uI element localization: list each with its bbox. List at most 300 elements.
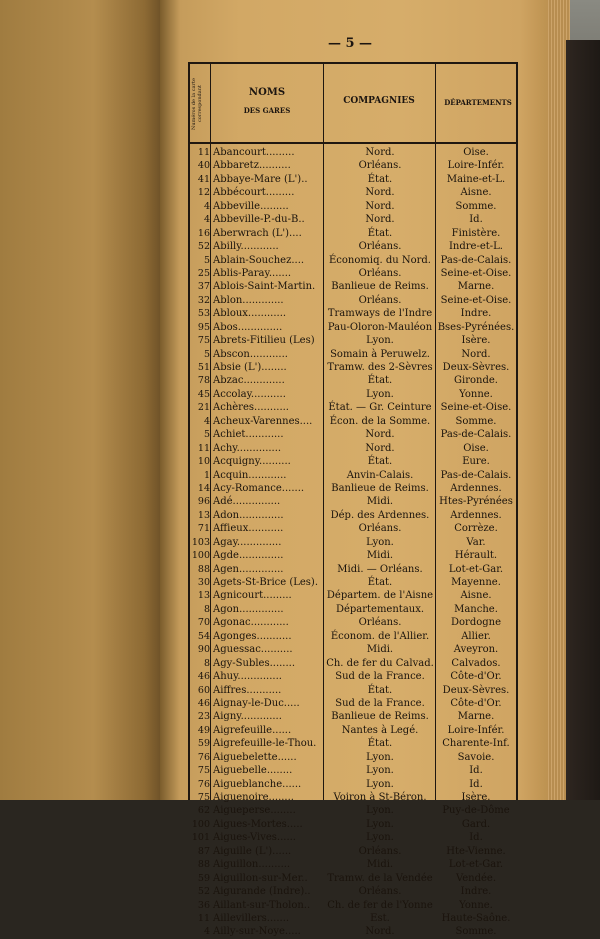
company-name: Écon. de la Somme. <box>329 415 431 427</box>
table-row <box>190 589 516 602</box>
company-name: Banlieue de Reims. <box>331 281 429 293</box>
department-name: Lot-et-Gar. <box>448 859 504 871</box>
station-name: Aigueblanche...... <box>213 778 302 790</box>
company-name: Nord. <box>365 200 395 212</box>
company-name: Lyon. <box>366 832 394 844</box>
map-number: 30 <box>197 577 210 588</box>
map-number: 11 <box>197 912 210 924</box>
company-name: Tramways de l'Indre <box>327 308 433 320</box>
station-name: Aiguebelette...... <box>213 751 297 763</box>
table-row <box>190 563 516 576</box>
department-name: Côte-d'Or. <box>450 697 502 709</box>
department-name: Ardennes. <box>450 482 502 494</box>
station-name: Abscon............ <box>213 348 288 360</box>
department-name: Aveyron. <box>453 644 499 656</box>
department-name: Htes-Pyrénées <box>439 496 513 508</box>
map-number: 5 <box>203 254 210 266</box>
map-number: 11 <box>197 147 210 158</box>
map-number: 76 <box>197 778 210 790</box>
station-name: Achiet............ <box>213 429 284 441</box>
department-name: Oise. <box>463 442 489 454</box>
station-name: Absie (L')........ <box>213 362 287 373</box>
map-number: 40 <box>197 160 210 172</box>
station-name: Abbeville......... <box>213 200 289 212</box>
station-name: Agon.............. <box>213 603 284 615</box>
department-name: Gard. <box>461 818 491 830</box>
company-name: Midi. <box>366 496 394 508</box>
table-row <box>190 240 516 253</box>
company-name: Nantes à Legé. <box>341 724 419 736</box>
company-name: Économiq. du Nord. <box>329 254 431 266</box>
station-name: Abbaye-Mare (L').. <box>213 173 308 185</box>
station-name: Abzac............. <box>213 375 285 387</box>
company-name: Nord. <box>365 429 395 441</box>
department-name: Maine-et-L. <box>446 173 506 185</box>
map-number: 8 <box>203 657 210 669</box>
department-name: Aisne. <box>460 590 492 602</box>
table-row <box>190 912 516 925</box>
company-name: Midi. <box>366 859 394 871</box>
map-number: 49 <box>197 724 210 736</box>
table-row <box>190 536 516 549</box>
map-number: 23 <box>197 711 210 723</box>
station-name: Aigues-Vives...... <box>213 832 296 844</box>
header-noms-label: NOMS <box>248 87 286 98</box>
table-row <box>190 321 516 334</box>
department-name: Vendée. <box>455 872 497 884</box>
company-name: État. <box>367 227 393 239</box>
department-name: Var. <box>466 536 486 548</box>
map-number: 70 <box>197 617 210 629</box>
station-name: Agonges........... <box>213 630 292 642</box>
map-number: 96 <box>197 496 210 508</box>
map-number: 13 <box>197 509 210 521</box>
table-row <box>190 227 516 240</box>
department-name: Oise. <box>463 147 489 158</box>
station-name: Achy.............. <box>213 442 282 454</box>
company-name: Somain à Peruwelz. <box>330 348 430 360</box>
table-row <box>190 697 516 710</box>
table-row <box>190 872 516 885</box>
company-name: État. <box>367 173 393 185</box>
station-name: Aillant-sur-Tholon.. <box>213 899 311 911</box>
department-name: Haute-Saône. <box>441 912 511 924</box>
station-name: Agonac............ <box>213 617 289 629</box>
map-number: 54 <box>197 630 210 642</box>
station-name: Ablois-Saint-Martin. <box>213 281 316 293</box>
table-row <box>190 885 516 898</box>
table-row <box>190 737 516 750</box>
department-name: Marne. <box>457 711 495 723</box>
station-name: Affieux........... <box>213 523 284 535</box>
company-name: Nord. <box>365 187 395 199</box>
map-number: 100 <box>191 550 210 562</box>
company-name: Nord. <box>365 442 395 454</box>
company-name: Orléans. <box>358 886 402 898</box>
table-row <box>190 495 516 508</box>
department-name: Corrèze. <box>454 523 498 535</box>
company-name: Banlieue de Reims. <box>331 482 429 494</box>
station-name: Ahuy.............. <box>213 671 282 683</box>
map-number: 5 <box>203 429 210 441</box>
map-number: 46 <box>197 697 210 709</box>
department-name: Somme. <box>455 415 497 427</box>
page-number: — 5 — <box>327 36 373 51</box>
station-name: Aillevillers....... <box>213 912 290 924</box>
station-name: Aigrefeuille-le-Thou. <box>213 738 317 750</box>
table-row <box>190 294 516 307</box>
station-name: Adon.............. <box>213 509 284 521</box>
department-name: Seine-et-Oise. <box>440 402 512 414</box>
map-number: 51 <box>197 362 210 373</box>
station-name: Abloux............ <box>213 308 287 320</box>
table-body <box>190 146 516 939</box>
map-number: 52 <box>197 886 210 898</box>
department-name: Allier. <box>461 630 491 642</box>
header-noms-sub: DES GARES <box>243 106 291 115</box>
map-number: 4 <box>203 415 210 427</box>
map-number: 60 <box>197 684 210 696</box>
map-number: 14 <box>197 482 210 494</box>
map-number: 78 <box>197 375 210 387</box>
header-map-number: Numéros de la carte correspondant <box>191 78 203 130</box>
company-name: État. <box>367 375 393 387</box>
map-number: 103 <box>191 536 210 548</box>
table-row <box>190 522 516 535</box>
map-number: 76 <box>197 751 210 763</box>
company-name: Banlieue de Reims. <box>331 711 429 723</box>
department-name: Marne. <box>457 281 495 293</box>
company-name: Orléans. <box>358 160 402 172</box>
map-number: 4 <box>203 926 210 938</box>
company-name: Lyon. <box>366 818 394 830</box>
station-name: Adé............... <box>213 496 281 508</box>
header-divider <box>190 142 516 144</box>
table-row <box>190 925 516 938</box>
map-number: 71 <box>197 523 210 535</box>
station-name: Aigueperse........ <box>213 805 296 817</box>
department-name: Mayenne. <box>451 577 501 588</box>
header-departements: DÉPARTEMENTS <box>444 98 512 107</box>
map-number: 11 <box>197 442 210 454</box>
map-number: 59 <box>197 872 210 884</box>
department-name: Dordogne <box>451 617 501 629</box>
company-name: Nord. <box>365 926 395 938</box>
company-name: Lyon. <box>366 778 394 790</box>
table-row <box>190 280 516 293</box>
company-name: Nord. <box>365 147 395 158</box>
table-row <box>190 388 516 401</box>
company-name: Orléans. <box>358 294 402 306</box>
map-number: 45 <box>197 388 210 400</box>
company-name: Pau-Oloron-Mauléon <box>327 321 433 333</box>
map-number: 88 <box>197 859 210 871</box>
table-row <box>190 764 516 777</box>
station-name: Abbeville-P.-du-B.. <box>213 214 305 226</box>
department-name: Loire-Infér. <box>447 160 505 172</box>
department-name: Deux-Sèvres. <box>442 362 510 373</box>
company-name: État. <box>367 456 393 468</box>
table-row <box>190 455 516 468</box>
department-name: Nord. <box>461 348 491 360</box>
table-row <box>190 254 516 267</box>
department-name: Yonne. <box>459 899 493 911</box>
header-noms <box>212 86 322 118</box>
map-number: 1 <box>203 469 210 481</box>
map-number: 90 <box>197 644 210 656</box>
company-name: Tramw. de la Vendée <box>327 872 433 884</box>
table-row <box>190 334 516 347</box>
table-row <box>190 159 516 172</box>
company-name: Départem. de l'Aisne <box>326 590 434 602</box>
department-name: Yonne. <box>459 388 493 400</box>
station-name: Aguessac.......... <box>213 644 293 656</box>
station-name: Aiffres........... <box>213 684 282 696</box>
table-row <box>190 899 516 912</box>
map-number: 88 <box>197 563 210 575</box>
station-name: Abilly............ <box>213 241 279 253</box>
station-name: Aiguille (L')...... <box>213 845 292 857</box>
table-row <box>190 630 516 643</box>
department-name: Somme. <box>455 926 497 938</box>
department-name: Isère. <box>461 335 491 347</box>
table-row <box>190 415 516 428</box>
table-row <box>190 804 516 817</box>
map-number: 52 <box>197 241 210 253</box>
map-number: 95 <box>197 321 210 333</box>
station-name: Abbécourt......... <box>213 187 295 199</box>
company-name: Lyon. <box>366 536 394 548</box>
table-row <box>190 509 516 522</box>
department-name: Calvados. <box>451 657 501 669</box>
department-name: Deux-Sèvres. <box>442 684 510 696</box>
table-row <box>190 684 516 697</box>
table-row <box>190 428 516 441</box>
department-name: Hte-Vienne. <box>446 845 506 857</box>
company-name: État. — Gr. Ceinture <box>328 402 432 414</box>
map-number: 13 <box>197 590 210 602</box>
map-number: 8 <box>203 603 210 615</box>
station-name: Ablis-Paray....... <box>213 267 292 279</box>
station-name: Acheux-Varennes.... <box>213 415 313 427</box>
table-row <box>190 845 516 858</box>
department-name: Id. <box>469 214 483 226</box>
map-number: 12 <box>197 187 210 199</box>
table-row <box>190 442 516 455</box>
map-number: 75 <box>197 765 210 777</box>
station-name: Aiguillon-sur-Mer.. <box>213 872 308 884</box>
map-number: 75 <box>197 335 210 347</box>
company-name: Orléans. <box>358 241 402 253</box>
table-row <box>190 818 516 831</box>
department-name: Eure. <box>462 456 490 468</box>
station-name: Acquin............ <box>213 469 287 481</box>
company-name: Voiron à St-Béron. <box>333 792 427 803</box>
station-name: Agets-St-Brice (Les). <box>213 577 319 588</box>
station-name: Aigues-Mortes..... <box>213 818 303 830</box>
department-name: Pas-de-Calais. <box>440 469 512 481</box>
company-name: Anvin-Calais. <box>346 469 414 481</box>
station-name: Ablain-Souchez.... <box>213 254 305 266</box>
company-name: Midi. — Orléans. <box>337 563 423 575</box>
station-name: Agy-Subles........ <box>213 657 296 669</box>
station-name: Acquigny.......... <box>213 456 291 468</box>
table-row <box>190 469 516 482</box>
station-name: Aberwrach (L').... <box>213 227 302 239</box>
map-number: 59 <box>197 738 210 750</box>
company-name: Sud de la France. <box>335 671 425 683</box>
department-name: Pas-de-Calais. <box>440 254 512 266</box>
map-number: 4 <box>203 214 210 226</box>
map-number: 32 <box>197 294 210 306</box>
company-name: Nord. <box>365 214 395 226</box>
table-row <box>190 401 516 414</box>
department-name: Pas-de-Calais. <box>440 429 512 441</box>
book-cover <box>566 40 600 800</box>
company-name: Lyon. <box>366 765 394 777</box>
table-row <box>190 200 516 213</box>
table-row <box>190 482 516 495</box>
station-name: Agen.............. <box>213 563 284 575</box>
table-row <box>190 213 516 226</box>
table-row <box>190 186 516 199</box>
map-number: 101 <box>191 832 210 844</box>
department-name: Id. <box>469 832 483 844</box>
station-name: Aiguillon.......... <box>213 859 291 871</box>
company-name: Orléans. <box>358 845 402 857</box>
table-row <box>190 858 516 871</box>
map-number: 10 <box>197 456 210 468</box>
company-name: Ch. de fer du Calvad. <box>326 657 434 669</box>
company-name: Midi. <box>366 644 394 656</box>
department-name: Bses-Pyrénées. <box>437 321 515 333</box>
station-name: Ablon............. <box>213 294 284 306</box>
table-row <box>190 267 516 280</box>
station-name: Aigny............. <box>213 711 282 723</box>
company-name: Sud de la France. <box>335 697 425 709</box>
department-name: Charente-Inf. <box>442 738 510 750</box>
station-name: Abos.............. <box>213 321 283 333</box>
company-name: Tramw. des 2-Sèvres <box>327 362 433 373</box>
station-name: Aiguenoire........ <box>213 792 294 803</box>
station-name: Abrets-Fitilieu (Les) <box>213 335 315 347</box>
header-compagnies: COMPAGNIES <box>343 96 415 106</box>
station-name: Achères........... <box>213 402 289 414</box>
company-name: Économ. de l'Allier. <box>330 630 430 642</box>
map-number: 62 <box>197 805 210 817</box>
table-row <box>190 549 516 562</box>
company-name: Est. <box>370 912 390 924</box>
station-name: Aigrefeuille...... <box>213 724 292 736</box>
department-name: Indre. <box>460 308 492 320</box>
station-name: Abancourt......... <box>213 147 295 158</box>
department-name: Aisne. <box>460 187 492 199</box>
company-name: Lyon. <box>366 335 394 347</box>
company-name: Lyon. <box>366 751 394 763</box>
table-row <box>190 374 516 387</box>
map-number: 16 <box>197 227 210 239</box>
company-name: Lyon. <box>366 805 394 817</box>
department-name: Hérault. <box>454 550 498 562</box>
left-page <box>0 0 170 800</box>
station-name: Agde.............. <box>213 550 284 562</box>
department-name: Isère. <box>461 792 491 803</box>
map-number: 36 <box>197 899 210 911</box>
table-row <box>190 670 516 683</box>
company-name: État. <box>367 684 393 696</box>
station-table <box>188 62 518 938</box>
map-number: 100 <box>191 818 210 830</box>
map-number: 25 <box>197 267 210 279</box>
department-name: Puy-de-Dôme <box>442 805 510 817</box>
map-number: 5 <box>203 348 210 360</box>
table-row <box>190 751 516 764</box>
table-row <box>190 724 516 737</box>
station-name: Ailly-sur-Noye..... <box>213 926 301 938</box>
map-number: 4 <box>203 200 210 212</box>
company-name: Dép. des Ardennes. <box>330 509 430 521</box>
department-name: Indre-et-L. <box>448 241 503 253</box>
table-row <box>190 173 516 186</box>
department-name: Seine-et-Oise. <box>440 267 512 279</box>
department-name: Savoie. <box>457 751 495 763</box>
table-row <box>190 348 516 361</box>
department-name: Côte-d'Or. <box>450 671 502 683</box>
map-number: 46 <box>197 671 210 683</box>
table-row <box>190 576 516 589</box>
company-name: État. <box>367 738 393 750</box>
map-number: 37 <box>197 281 210 293</box>
station-name: Aignay-le-Duc..... <box>213 697 300 709</box>
table-row <box>190 643 516 656</box>
station-name: Agay.............. <box>213 536 282 548</box>
company-name: Orléans. <box>358 617 402 629</box>
station-name: Abbaretz.......... <box>213 160 291 172</box>
company-name: Midi. <box>366 550 394 562</box>
department-name: Gironde. <box>454 375 498 387</box>
department-name: Indre. <box>460 886 492 898</box>
table-row <box>190 710 516 723</box>
department-name: Loire-Infér. <box>447 724 505 736</box>
department-name: Id. <box>469 778 483 790</box>
table-row <box>190 361 516 374</box>
department-name: Ardennes. <box>450 509 502 521</box>
table-row <box>190 657 516 670</box>
station-name: Accolay........... <box>213 388 286 400</box>
department-name: Lot-et-Gar. <box>448 563 504 575</box>
company-name: Orléans. <box>358 523 402 535</box>
station-name: Aiguebelle........ <box>213 765 293 777</box>
table-row <box>190 307 516 320</box>
company-name: Lyon. <box>366 388 394 400</box>
company-name: Départementaux. <box>335 603 425 615</box>
station-name: Aigurande (Indre).. <box>213 886 311 898</box>
map-number: 75 <box>197 792 210 803</box>
company-name: Orléans. <box>358 267 402 279</box>
station-name: Acy-Romance....... <box>213 482 305 494</box>
table-row <box>190 603 516 616</box>
table-row <box>190 146 516 159</box>
table-row <box>190 791 516 804</box>
department-name: Seine-et-Oise. <box>440 294 512 306</box>
company-name: État. <box>367 577 393 588</box>
department-name: Finistère. <box>451 227 501 239</box>
company-name: Ch. de fer de l'Yonne <box>327 899 433 911</box>
department-name: Manche. <box>454 603 498 615</box>
map-number: 53 <box>197 308 210 320</box>
station-name: Agnicourt......... <box>213 590 292 602</box>
department-name: Id. <box>469 765 483 777</box>
